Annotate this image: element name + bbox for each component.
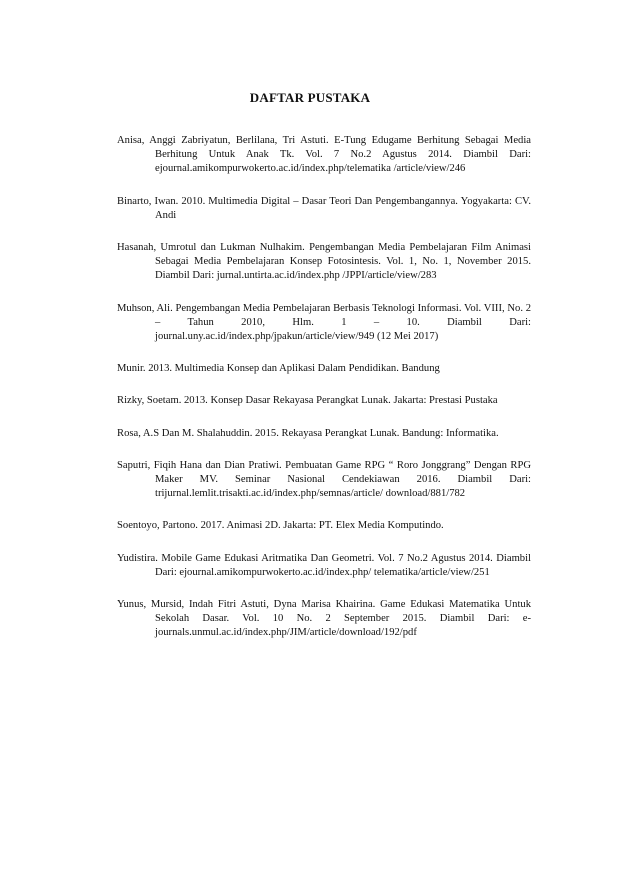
reference-entry: Rizky, Soetam. 2013. Konsep Dasar Rekayasa Perangkat Lunak. Jakarta: Prestasi Pustaka (117, 395, 498, 407)
reference-entry: Saputri, Fiqih Hana dan Dian Pratiwi. Pembuatan Game RPG “ Roro Jonggrang” Dengan RPG Maker MV. Seminar Nasional Cendekiawan 2016. Diambil Dari: trijurnal.lemlit.trisakti.ac.id/index.php/semnas/article/ download/881/782 (117, 459, 531, 500)
reference-entry: Anisa, Anggi Zabriyatun, Berlilana, Tri Astuti. E-Tung Edugame Berhitung Sebagai Media Berhitung Untuk Anak Tk. Vol. 7 No.2 Agustus 2014. Diambil Dari: ejournal.amikompurwokerto.ac.id/index.php/telematika /article/view/246 (117, 135, 531, 175)
reference-entry: Muhson, Ali. Pengembangan Media Pembelajaran Berbasis Teknologi Informasi. Vol. VIII, No. 2 – Tahun 2010, Hlm. 1 – 10. Diambil Dari: journal.uny.ac.id/index.php/jpakun/article/view/949 (12 Mei 2017) (117, 302, 531, 343)
reference-entry: Yudistira. Mobile Game Edukasi Aritmatika Dan Geometri. Vol. 7 No.2 Agustus 2014. Diambil Dari: ejournal.amikompurwokerto.ac.id/index.php/ telematika/article/view/251 (117, 552, 531, 578)
reference-entry: Hasanah, Umrotul dan Lukman Nulhakim. Pengembangan Media Pembelajaran Film Animasi Sebagai Media Pembelajaran Konsep Fotosintesis. Vol. 1, No. 1, November 2015. Diambil Dari: jurnal.untirta.ac.id/index.php /JPPI/article/view/283 (117, 242, 531, 282)
reference-entry: Soentoyo, Partono. 2017. Animasi 2D. Jakarta: PT. Elex Media Komputindo. (117, 520, 444, 532)
reference-entry: Munir. 2013. Multimedia Konsep dan Aplikasi Dalam Pendidikan. Bandung (117, 363, 440, 375)
reference-entry: Rosa, A.S Dan M. Shalahuddin. 2015. Rekayasa Perangkat Lunak. Bandung: Informatika. (117, 427, 499, 439)
page-title: DAFTAR PUSTAKA (249, 90, 371, 105)
reference-list (117, 134, 531, 641)
reference-entry: Binarto, Iwan. 2010. Multimedia Digital – Dasar Teori Dan Pengembangannya. Yogyakarta: CV. Andi (117, 195, 531, 221)
reference-entry: Yunus, Mursid, Indah Fitri Astuti, Dyna Marisa Khairina. Game Edukasi Matematika Untuk Sekolah Dasar. Vol. 10 No. 2 September 2015. Diambil Dari: e-journals.unmul.ac.id/index.php/JIM/article/download/192/pdf (117, 599, 531, 639)
